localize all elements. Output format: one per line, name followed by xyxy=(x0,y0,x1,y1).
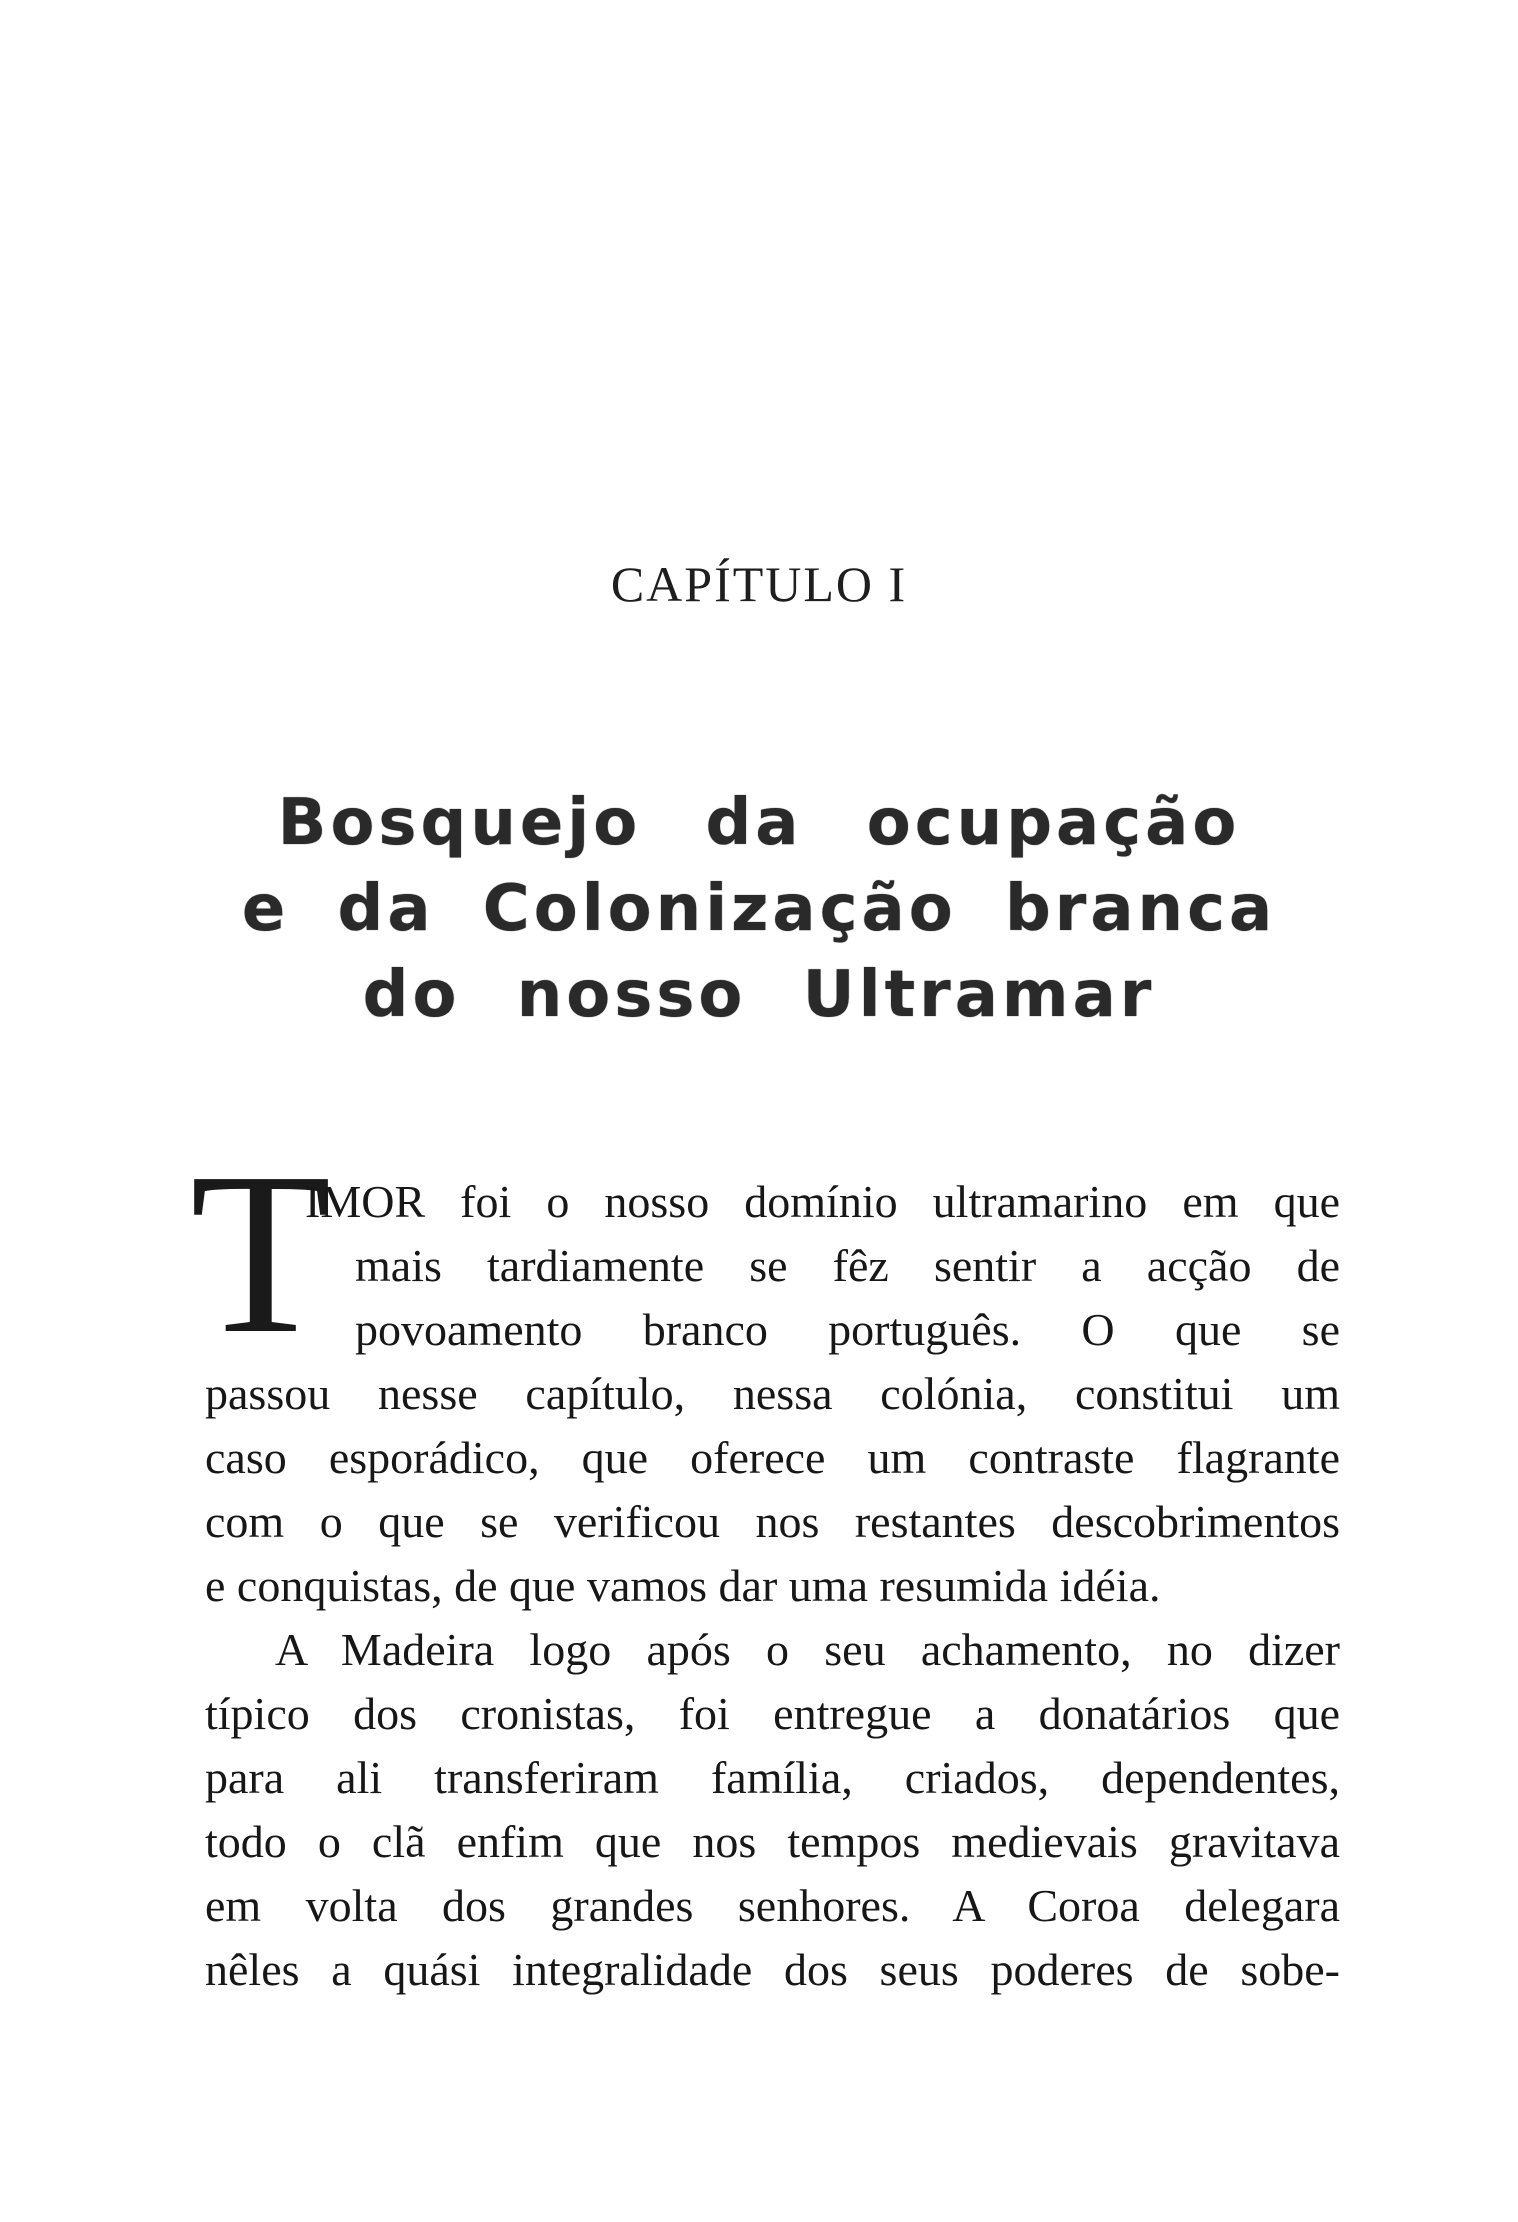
body-line: povoamento branco português. O que se xyxy=(355,1304,1340,1355)
body-line: todo o clã enfim que nos tempos medievais gravitava xyxy=(205,1816,1340,1867)
chapter-heading: CAPÍTULO I xyxy=(610,556,908,612)
body-text xyxy=(205,1170,1340,2002)
body-line: caso esporádico, que oferece um contraste flagrante xyxy=(205,1432,1340,1483)
body-line: com o que se verificou nos restantes descobrimentos xyxy=(205,1496,1340,1547)
chapter-title-line-2: e da Colonização branca xyxy=(241,872,1277,946)
chapter-title-line-1: Bosquejo da ocupação xyxy=(277,786,1241,860)
body-line: em volta dos grandes senhores. A Coroa delegara xyxy=(205,1880,1340,1931)
drop-cap: T xyxy=(190,1125,332,1382)
body-line: A Madeira logo após o seu achamento, no dizer xyxy=(275,1624,1340,1675)
body-line: passou nesse capítulo, nessa colónia, constitui um xyxy=(205,1368,1340,1419)
body-line: típico dos cronistas, foi entregue a donatários que xyxy=(205,1688,1340,1739)
body-line: nêles a quási integralidade dos seus poderes de sobe- xyxy=(205,1944,1340,1995)
body-line: para ali transferiram família, criados, dependentes, xyxy=(205,1752,1340,1803)
chapter-title-line-3: do nosso Ultramar xyxy=(362,958,1156,1032)
chapter-title xyxy=(0,780,1518,1038)
body-line: e conquistas, de que vamos dar uma resumida idéia. xyxy=(205,1560,1161,1611)
body-line: IMOR foi o nosso domínio ultramarino em que xyxy=(305,1176,1340,1227)
body-line: mais tardiamente se fêz sentir a acção de xyxy=(355,1240,1340,1291)
